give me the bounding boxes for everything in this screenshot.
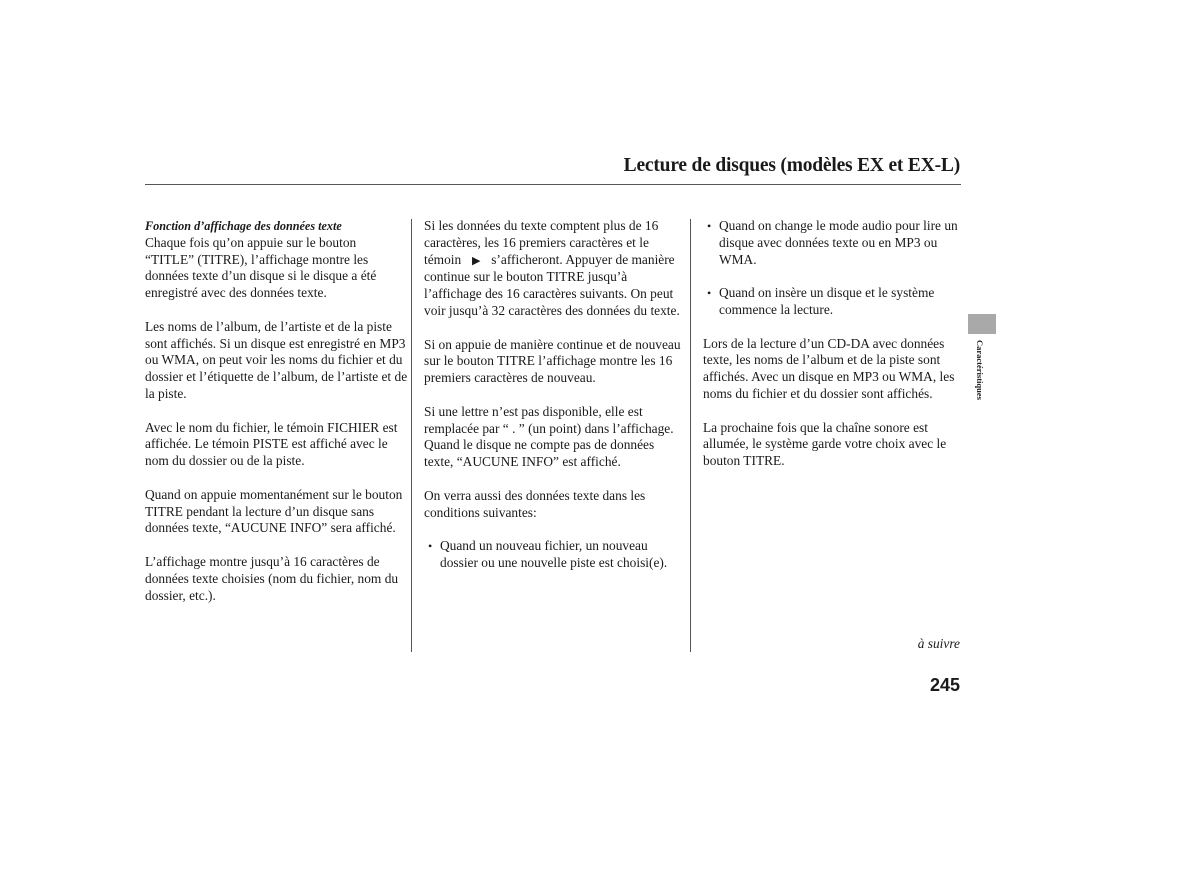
paragraph: Si on appuie de manière continue et de nouveau sur le bouton TITRE l’affichage montre les 16 premiers caractères de nouveau. <box>424 336 681 386</box>
bullet-item <box>703 285 961 319</box>
paragraph-text: s’afficheront. Appuyer de manière continue sur le bouton TITRE jusqu’à l’affichage des 16 caractères suivants. On peut voir jusqu’à 32 caractères des données du texte. <box>424 251 680 318</box>
paragraph: Chaque fois qu’on appuie sur le bouton “TITLE” (TITRE), l’affichage montre les données texte d’un disque si le disque a été enregistré avec des données texte. <box>145 234 377 301</box>
bullet-icon: • <box>428 539 433 554</box>
paragraph: On verra aussi des données texte dans les conditions suivantes: <box>424 487 646 520</box>
section-tab-label: Caractéristiques <box>975 340 985 400</box>
paragraph <box>424 218 686 320</box>
page-title: Lecture de disques (modèles EX et EX-L) <box>623 155 960 176</box>
bullet-text: Quand on insère un disque et le système commence la lecture. <box>719 285 935 317</box>
paragraph: Avec le nom du fichier, le témoin FICHIER est affichée. Le témoin PISTE est affiché avec le nom du dossier ou de la piste. <box>145 419 398 469</box>
page-number: 245 <box>929 675 960 695</box>
bullet-icon: • <box>707 219 712 233</box>
column-3 <box>703 218 961 487</box>
bullet-item <box>703 218 961 268</box>
section-tab-marker <box>968 314 996 334</box>
section-subheading: Fonction d’affichage des données texte <box>145 219 342 233</box>
bullet-icon: • <box>707 286 712 301</box>
paragraph: Les noms de l’album, de l’artiste et de la piste sont affichés. Si un disque est enregistré en MP3 ou WMA, on peut voir les noms du fichier et du dossier et l’étiquette de l’album, de l’artiste et de la piste. <box>145 318 408 401</box>
continued-note: à suivre <box>917 636 960 651</box>
paragraph: Lors de la lecture d’un CD-DA avec données texte, les noms de l’album et de la piste sont affichés. Avec un disque en MP3 ou WMA, les noms du fichier et du dossier sont affichés. <box>703 335 955 401</box>
paragraph: L’affichage montre jusqu’à 16 caractères de données texte choisies (nom du fichier, nom du dossier, etc.). <box>145 553 399 603</box>
column-2 <box>424 218 686 572</box>
paragraph: La prochaine fois que la chaîne sonore est allumée, le système garde votre choix avec le bouton TITRE. <box>703 419 947 469</box>
paragraph-text: Si les données du texte comptent plus de 16 caractères, les 16 premiers caractères et le témoin <box>424 218 659 267</box>
column-divider <box>690 219 691 652</box>
column-divider <box>411 219 412 652</box>
paragraph: Si une lettre n’est pas disponible, elle est remplacée par “ . ” (un point) dans l’affichage. Quand le disque ne compte pas de données texte, “AUCUNE INFO” est affiché. <box>424 403 674 470</box>
bullet-item <box>424 538 686 572</box>
bullet-text: Quand un nouveau fichier, un nouveau dossier ou une nouvelle piste est choisi(e). <box>440 538 668 570</box>
title-divider <box>145 184 961 185</box>
bullet-text: Quand on change le mode audio pour lire un disque avec données texte ou en MP3 ou WMA. <box>719 218 958 267</box>
paragraph: Quand on appuie momentanément sur le bouton TITRE pendant la lecture d’un disque sans données texte, “AUCUNE INFO” sera affiché. <box>145 486 403 536</box>
column-1 <box>145 218 408 621</box>
play-icon: ▶ <box>471 254 481 267</box>
